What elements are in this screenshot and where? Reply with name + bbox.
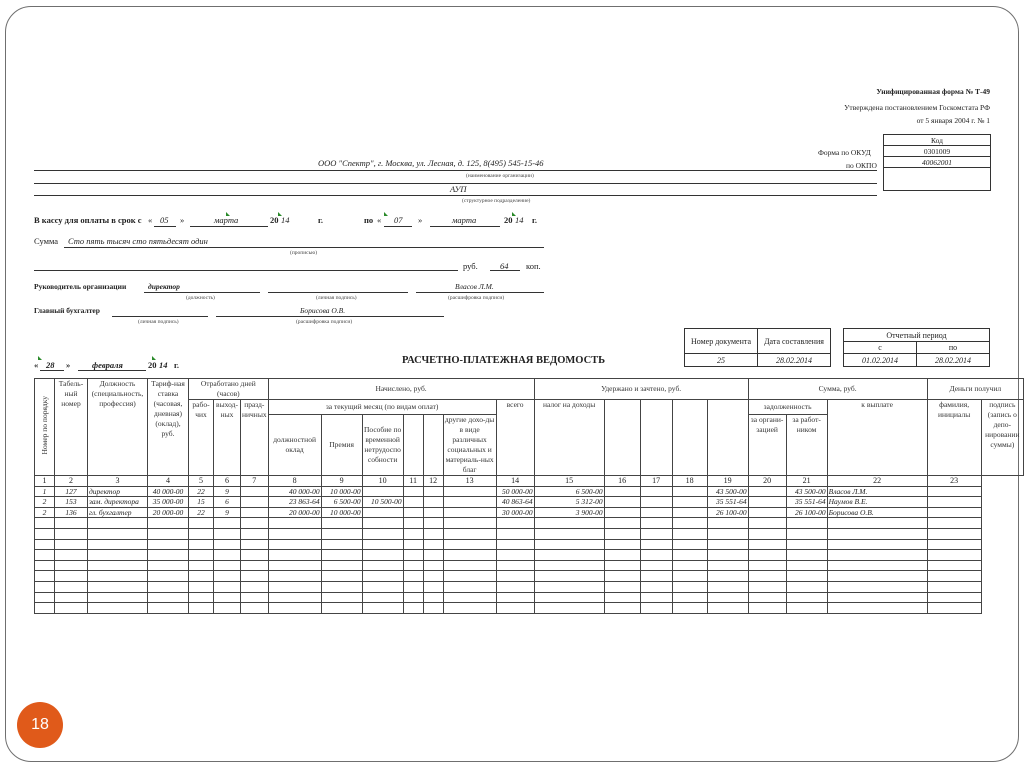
sum-caption: (прописью) [290, 250, 318, 256]
doc-month: февраля [92, 360, 123, 370]
codes-empty [884, 168, 991, 191]
doc-year: 14 [159, 360, 168, 370]
codes-header: Код [884, 135, 991, 146]
doc-number: 25 [685, 354, 758, 367]
col-accrued-header: Начислено, руб. [268, 379, 534, 400]
doc-day: 28 [46, 360, 55, 370]
head-label: Руководитель организации [34, 282, 127, 291]
head-name: Власов Л.М. [455, 282, 494, 291]
period-to-header: по [917, 342, 990, 354]
period-from-header: с [844, 342, 917, 354]
head-position: директор [148, 282, 180, 291]
period-box [843, 328, 990, 367]
col-pos-header: Должность (специальность, профессия) [88, 379, 148, 476]
empty-table-row [35, 528, 1024, 539]
doc-num-header: Номер документа [685, 329, 758, 354]
okud-code: 0301009 [884, 146, 991, 157]
kop-label: коп. [526, 261, 541, 271]
accountant-name: Борисова О.В. [300, 306, 346, 315]
empty-table-row [35, 581, 1024, 592]
empty-table-row [35, 560, 1024, 571]
col-num-header: Номер по порядку [39, 396, 49, 455]
col-received-header: Деньги получил [927, 379, 1023, 400]
payout-from-month: марта [214, 215, 239, 225]
col-sum-header: Сумма, руб. [748, 379, 927, 400]
empty-table-row [35, 539, 1024, 550]
table-row: 2 153 зам. директора 35 000-00 15 6 23 863-64 6 500-00 10 500-00 40 863-64 5 312-00 35 551-64 35 551-64 Наумов В.Е. [35, 497, 1024, 508]
doc-date: 28.02.2014 [758, 354, 831, 367]
okpo-code: 40062001 [884, 157, 991, 168]
payroll-table: Номер по порядку Табель-ный номер Должность (специальность, профессия) Тариф-ная ставка (часовая, дневная) (оклад), руб. Отработано дней (часов) Начислено, руб. Удержано и зачтено, руб. Сумма, руб. Деньги получил рабо-чих выход-ных празд-ничных за текущий месяц (по видам оплат) всего налог на доходы задолженность к выплате фамилия, инициалы подпись (запись о депо-нировании суммы) должностной оклад Премия Пособие по временной нетрудоспо собности другие дохо-ды в виде различных социальных и материаль-ных благ за органи-зацией за работ-ником 1 2 3 4 5 6 7 8 9 10 11 12 13 14 15 16 17 18 19 20 21 22 23 1 127 директор 40 000-00 22 9 40 000-00 10 000-00 50 000-00 6 500-00 43 500-00 43 500-00 Власов Л.М. 2 153 зам. директора 35 000-00 15 6 23 863-64 6 500-00 10 500-00 40 863-64 5 312-00 35 551-64 35 551-64 Наумов В.Е. 2 136 гл. бухгалтер 20 000-00 22 9 20 000-00 10 000-00 30 000-00 3 900-00 26 100-00 26 100-00 Борисова О.В. [34, 378, 1024, 614]
codes-table [883, 134, 991, 191]
slide-number-badge: 18 [17, 702, 63, 748]
dept-name: АУП [450, 184, 467, 194]
form-title: Унифицированная форма № Т-49 [876, 87, 990, 96]
col-withheld-header: Удержано и зачтено, руб. [534, 379, 748, 400]
org-name: ООО "Спектр", г. Москва, ул. Лесная, д. 125, 8(495) 545-15-46 [318, 158, 544, 168]
period-header: Отчетный период [844, 329, 990, 342]
okud-label: Форма по ОКУД [818, 148, 871, 157]
table-row: 2 136 гл. бухгалтер 20 000-00 22 9 20 000-00 10 000-00 30 000-00 3 900-00 26 100-00 26 100-00 Борисова О.В. [35, 507, 1024, 518]
dept-caption: (структурное подразделение) [462, 198, 531, 204]
payout-to-word: по [364, 215, 374, 225]
kop-value: 64 [500, 261, 509, 271]
org-caption: (наименование организации) [466, 173, 534, 179]
payout-from-day: 05 [160, 215, 169, 225]
empty-table-row [35, 550, 1024, 561]
payout-from-year: 14 [281, 215, 290, 225]
doc-date-header: Дата составления [758, 329, 831, 354]
payout-label: В кассу для оплаты в срок с [34, 215, 142, 225]
sum-label: Сумма [34, 236, 59, 246]
form-approved: Утверждена постановлением Госкомстата РФ [844, 103, 990, 112]
doc-number-box [684, 328, 831, 367]
sum-words: Сто пять тысяч сто пятьдесят один [68, 236, 208, 246]
period-to: 28.02.2014 [917, 354, 990, 367]
payout-to-month: марта [452, 215, 477, 225]
accountant-label: Главный бухгалтер [34, 306, 100, 315]
empty-table-row [35, 592, 1024, 603]
payout-to-day: 07 [394, 215, 403, 225]
col-worked-header: Отработано дней (часов) [189, 379, 269, 400]
rub-label: руб. [463, 261, 478, 271]
empty-table-row [35, 518, 1024, 529]
okpo-label: по ОКПО [846, 161, 877, 170]
payout-to-year: 14 [515, 215, 524, 225]
table-row: 1 127 директор 40 000-00 22 9 40 000-00 10 000-00 50 000-00 6 500-00 43 500-00 43 500-00 Власов Л.М. [35, 486, 1024, 497]
empty-table-row [35, 571, 1024, 582]
empty-table-row [35, 603, 1024, 614]
doc-title: РАСЧЕТНО-ПЛАТЕЖНАЯ ВЕДОМОСТЬ [402, 355, 606, 366]
period-from: 01.02.2014 [844, 354, 917, 367]
form-approved-date: от 5 января 2004 г. № 1 [916, 116, 990, 125]
col-tab-header: Табель-ный номер [55, 379, 88, 476]
col-rate-header: Тариф-ная ставка (часовая, дневная) (оклад), руб. [148, 379, 189, 476]
